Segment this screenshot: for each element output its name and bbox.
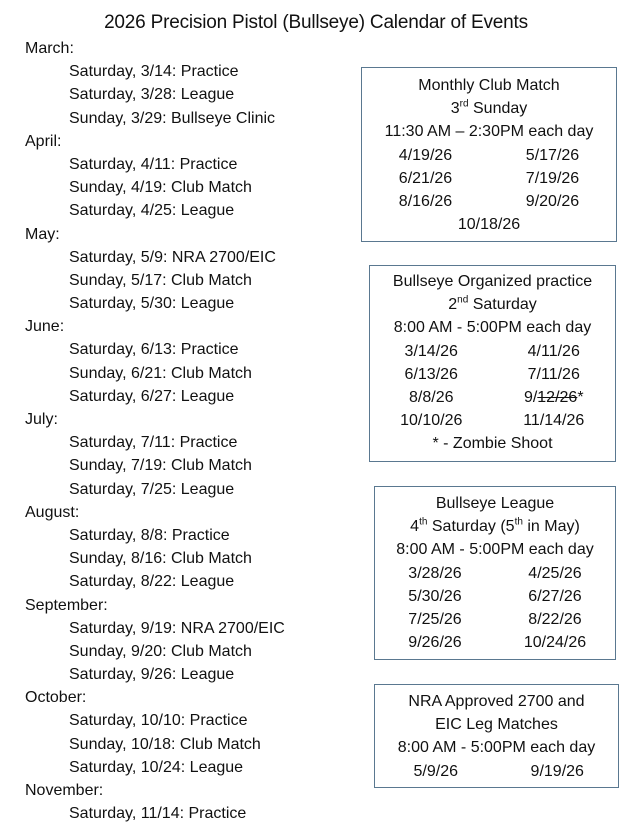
event-item: Sunday, 4/19: Club Match bbox=[69, 179, 252, 197]
date-row: 4/19/26 5/17/26 bbox=[398, 146, 580, 164]
footnote: * - Zombie Shoot bbox=[432, 435, 553, 453]
event-item: Saturday, 3/28: League bbox=[69, 86, 235, 104]
nra-matches-box bbox=[374, 684, 619, 788]
event-item: Saturday, 10/24: League bbox=[69, 758, 244, 776]
month-heading: June: bbox=[25, 318, 65, 336]
event-item: Saturday, 11/14: Practice bbox=[69, 805, 247, 823]
month-heading: September: bbox=[25, 596, 108, 614]
date-row: 10/10/26 11/14/26 bbox=[400, 412, 585, 430]
month-heading: August: bbox=[25, 503, 80, 521]
date-row: 3/14/26 4/11/26 bbox=[404, 342, 580, 360]
month-heading: November: bbox=[25, 782, 104, 799]
event-item: Sunday, 9/20: Club Match bbox=[69, 642, 252, 660]
event-item: Sunday, 8/16: Club Match bbox=[69, 550, 252, 568]
event-item: Saturday, 5/9: NRA 2700/EIC bbox=[69, 248, 276, 266]
organized-practice-box bbox=[369, 265, 616, 462]
box-schedule-rule: 2nd Saturday bbox=[448, 294, 537, 314]
date-row: 8/8/26 9/12/26* bbox=[409, 388, 584, 406]
event-schedule bbox=[25, 37, 345, 825]
date-row: 6/13/26 7/11/26 bbox=[404, 365, 580, 383]
event-item: Saturday, 4/25: League bbox=[69, 202, 235, 220]
event-item: Saturday, 9/26: League bbox=[69, 666, 235, 684]
box-hours: 8:00 AM - 5:00PM each day bbox=[393, 319, 592, 337]
league-box bbox=[374, 486, 616, 660]
month-heading: October: bbox=[25, 689, 87, 707]
box-heading: Bullseye Organized practice bbox=[392, 273, 593, 290]
event-item: Sunday, 5/17: Club Match bbox=[69, 271, 252, 289]
box-hours: 11:30 AM – 2:30PM each day bbox=[384, 123, 594, 141]
box-heading: Monthly Club Match bbox=[418, 77, 560, 94]
event-item: Sunday, 6/21: Club Match bbox=[69, 364, 252, 382]
date-row: 5/9/26 9/19/26 bbox=[413, 762, 584, 780]
club-match-box bbox=[361, 67, 617, 242]
event-item: Saturday, 4/11: Practice bbox=[69, 155, 238, 173]
page-title: 2026 Precision Pistol (Bullseye) Calendar of Events bbox=[104, 12, 528, 33]
month-heading: July: bbox=[25, 411, 58, 428]
date-row: 9/26/26 10/24/26 bbox=[408, 634, 587, 652]
event-item: Saturday, 9/19: NRA 2700/EIC bbox=[69, 619, 285, 637]
box-hours: 8:00 AM - 5:00PM each day bbox=[396, 541, 594, 559]
date-row: 3/28/26 4/25/26 bbox=[408, 564, 582, 582]
event-item: Saturday, 8/8: Practice bbox=[69, 526, 230, 544]
date-row: 8/16/26 9/20/26 bbox=[398, 192, 580, 210]
event-item: Sunday, 3/29: Bullseye Clinic bbox=[69, 109, 276, 127]
date-row: 10/18/26 bbox=[457, 216, 521, 234]
date-row: 5/30/26 6/27/26 bbox=[408, 587, 582, 605]
event-item: Sunday, 10/18: Club Match bbox=[69, 735, 261, 753]
box-schedule-rule: 3rd Sunday bbox=[450, 98, 528, 118]
struck-date: 12/26 bbox=[537, 388, 578, 406]
month-heading: March: bbox=[25, 40, 74, 57]
box-schedule-rule: 4th Saturday (5th in May) bbox=[410, 516, 580, 536]
date-row: 7/25/26 8/22/26 bbox=[408, 610, 582, 628]
event-item: Saturday, 5/30: League bbox=[69, 295, 235, 313]
box-heading: NRA Approved 2700 and bbox=[408, 693, 585, 710]
box-heading: EIC Leg Matches bbox=[435, 716, 558, 734]
event-item: Saturday, 7/25: League bbox=[69, 480, 235, 498]
event-item: Saturday, 10/10: Practice bbox=[69, 712, 248, 730]
box-hours: 8:00 AM - 5:00PM each day bbox=[397, 739, 596, 757]
event-item: Saturday, 3/14: Practice bbox=[69, 63, 239, 81]
month-heading: April: bbox=[25, 132, 62, 150]
date-row: 6/21/26 7/19/26 bbox=[398, 169, 580, 187]
event-item: Saturday, 6/13: Practice bbox=[69, 341, 239, 359]
event-item: Saturday, 6/27: League bbox=[69, 387, 235, 405]
event-item: Sunday, 7/19: Club Match bbox=[69, 457, 252, 475]
event-item: Saturday, 7/11: Practice bbox=[69, 434, 238, 452]
month-heading: May: bbox=[25, 225, 60, 243]
event-item: Saturday, 8/22: League bbox=[69, 573, 235, 591]
box-heading: Bullseye League bbox=[435, 495, 555, 512]
